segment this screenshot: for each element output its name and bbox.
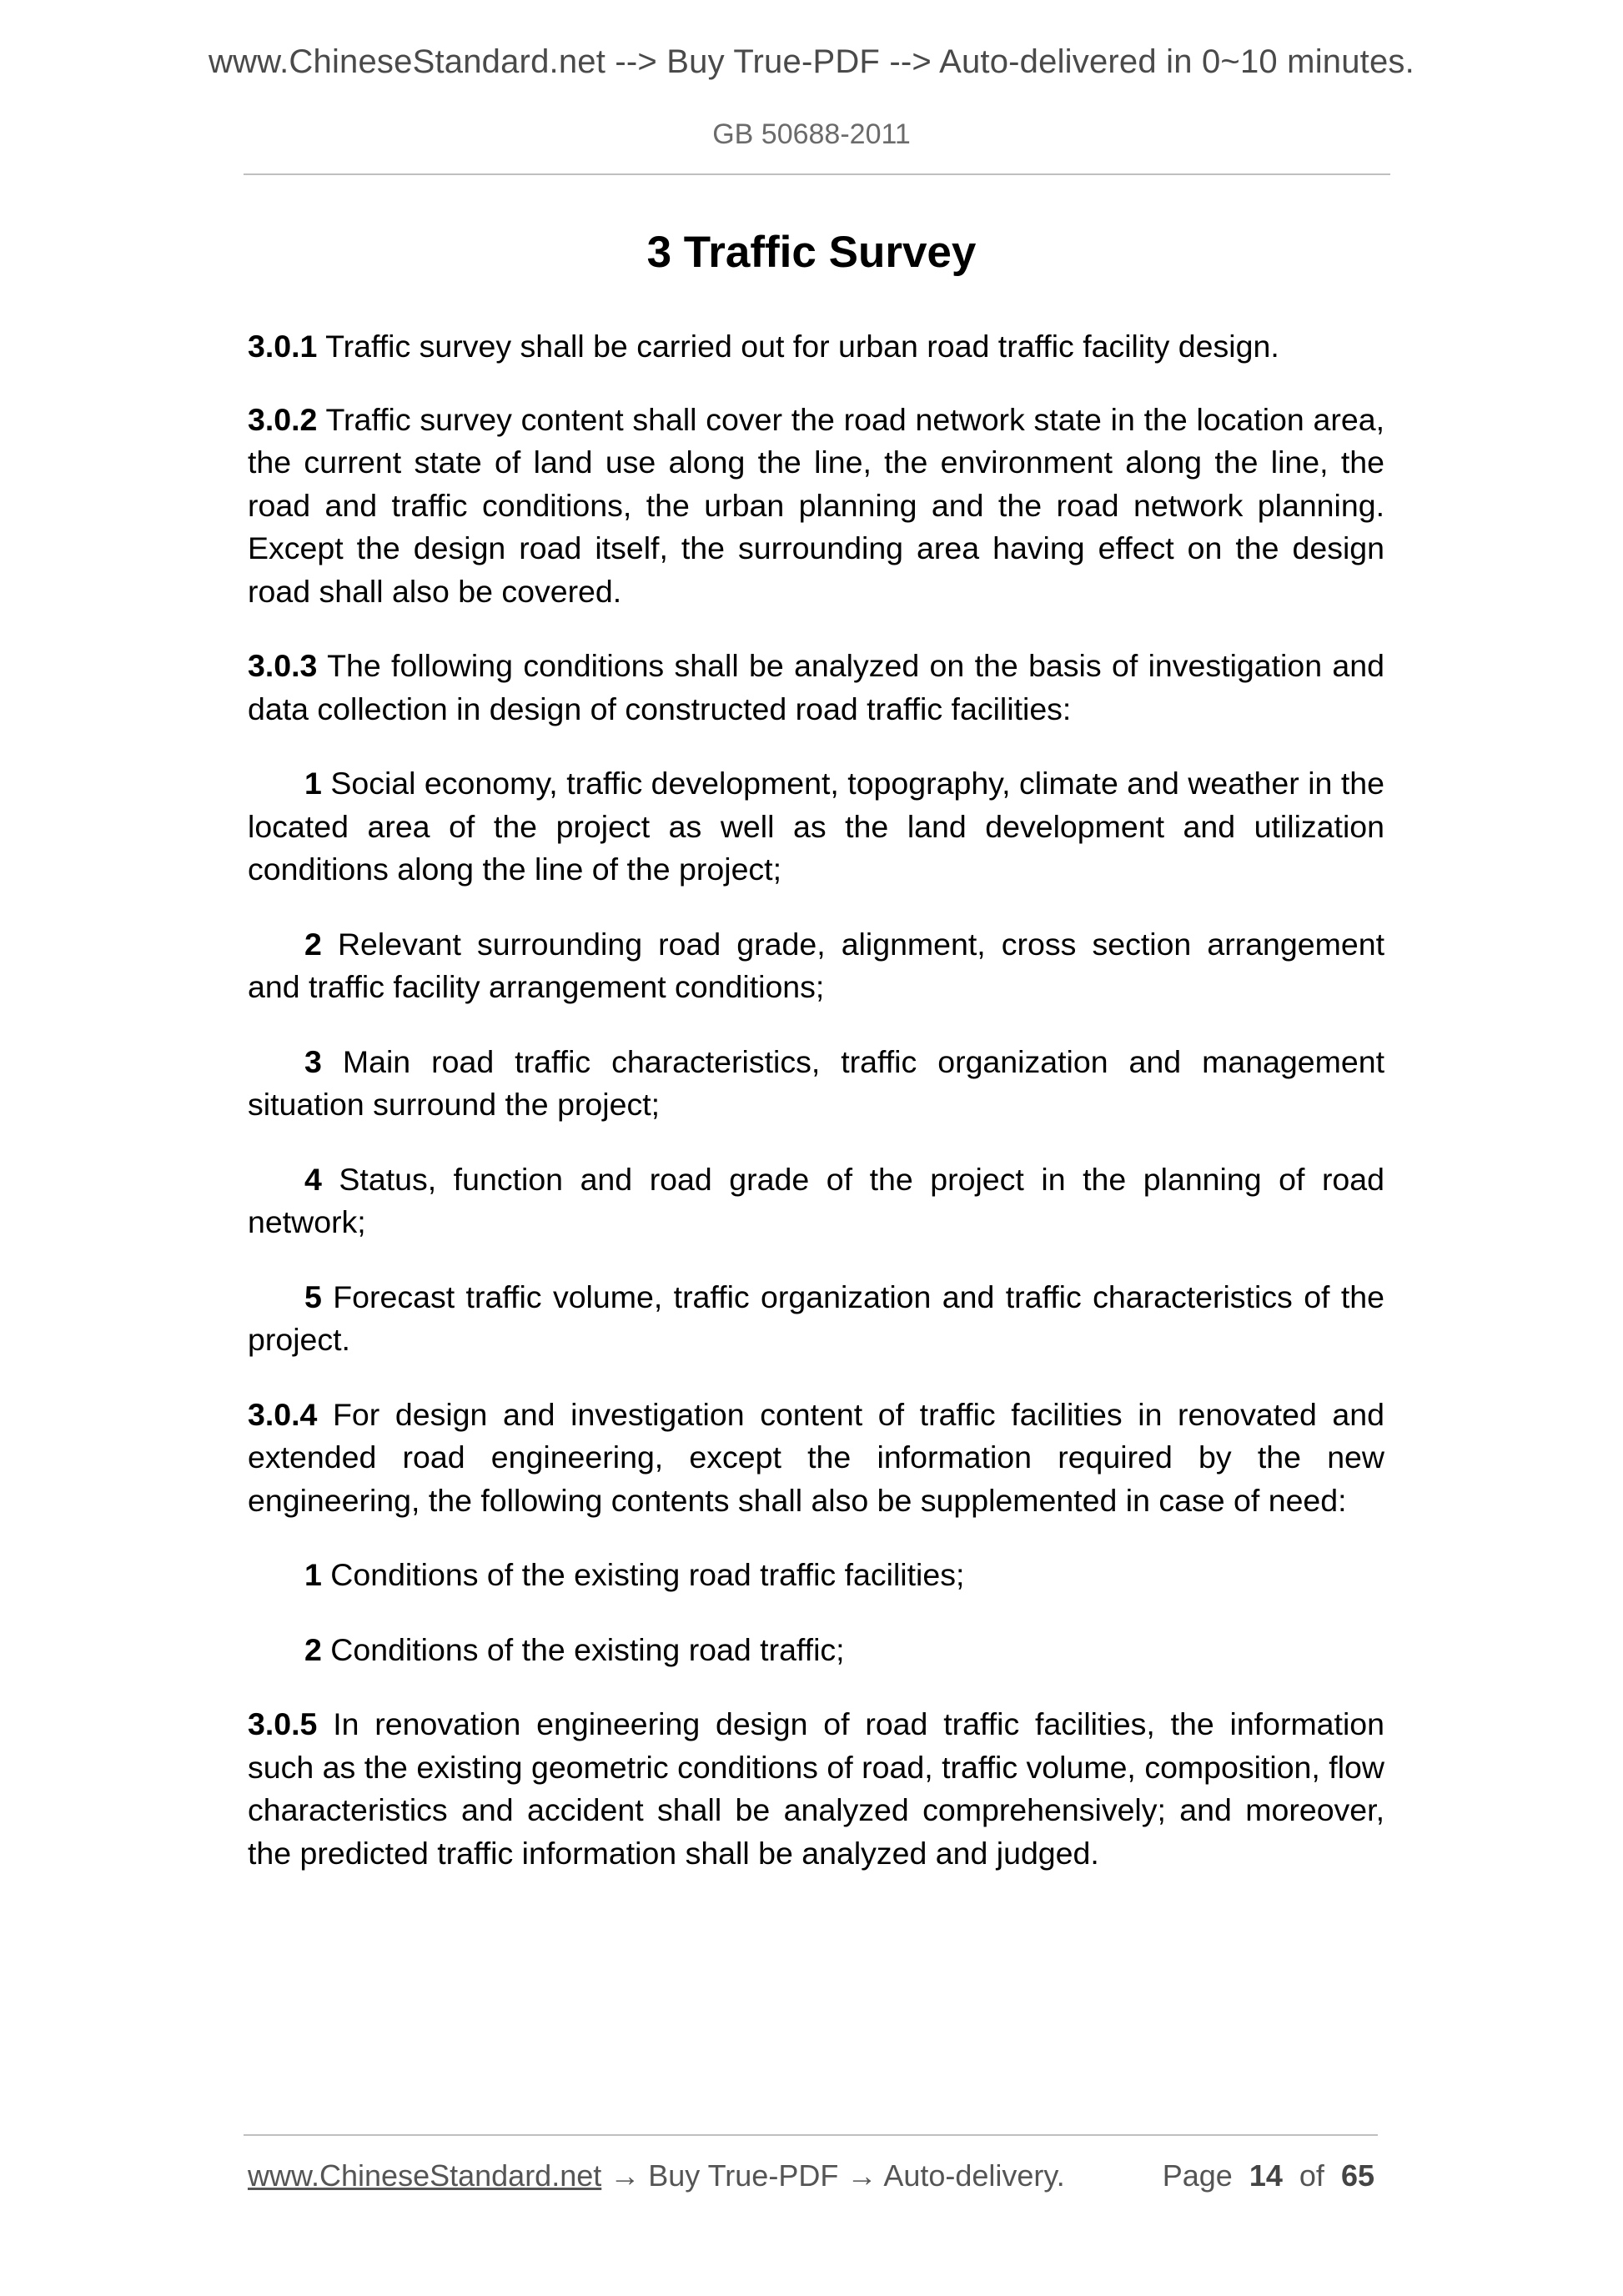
item-text: Conditions of the existing road traffic; xyxy=(321,1631,845,1667)
item-text: Status, function and road grade of the project in the planning of road network; xyxy=(248,1161,1384,1239)
item-number: 5 xyxy=(304,1279,322,1314)
item-text: Relevant surrounding road grade, alignment, cross section arrangement and traffic facility arrangement conditions; xyxy=(248,926,1384,1004)
current-page-number: 14 xyxy=(1249,2158,1283,2193)
page-indicator xyxy=(1163,2158,1374,2193)
clause-3-0-2 xyxy=(248,399,1384,614)
clause-3-0-5 xyxy=(248,1703,1384,1875)
item-number: 3 xyxy=(304,1043,322,1079)
clause-text: Traffic survey shall be carried out for urban road traffic facility design. xyxy=(317,329,1279,364)
clause-number: 3.0.1 xyxy=(248,329,318,364)
clause-text: For design and investigation content of traffic facilities in renovated and extended road engineering, except the information required by the new engineering, the following contents shall also be supplemented in case of need: xyxy=(248,1396,1384,1518)
clause-number: 3.0.2 xyxy=(248,401,318,437)
item-number: 2 xyxy=(304,926,322,962)
clause-number: 3.0.3 xyxy=(248,648,318,683)
clause-text: The following conditions shall be analyzed on the basis of investigation and data collection in design of constructed road traffic facilities: xyxy=(248,648,1384,726)
list-item xyxy=(248,923,1384,1009)
list-item xyxy=(248,762,1384,892)
page-label: Page xyxy=(1162,2158,1233,2193)
list-item xyxy=(248,1629,1384,1672)
total-pages-number: 65 xyxy=(1340,2158,1374,2193)
document-code: GB 50688-2011 xyxy=(712,118,911,150)
clause-3-0-1 xyxy=(248,325,1384,369)
clause-text: In renovation engineering design of road traffic facilities, the information such as the existing geometric conditions of road, traffic volume, composition, flow characteristics and accident shall be analyzed comprehensively; and moreover, the predicted traffic information shall be analyzed and judged. xyxy=(248,1706,1384,1871)
header-divider xyxy=(244,173,1390,175)
item-text: Forecast traffic volume, traffic organization and traffic characteristics of the project. xyxy=(248,1279,1384,1357)
item-text: Main road traffic characteristics, traffic organization and management situation surround the project; xyxy=(248,1043,1384,1122)
clause-text: Traffic survey content shall cover the road network state in the location area, the current state of land use along the line, the environment along the line, the road and traffic conditions, the urban planning and the road network planning. Except the design road itself, the surrounding area having effect on the design road shall also be covered. xyxy=(248,401,1384,609)
footer-promo xyxy=(248,2158,1065,2193)
clause-3-0-4 xyxy=(248,1394,1384,1523)
section-title: 3 Traffic Survey xyxy=(646,228,977,277)
clause-number: 3.0.4 xyxy=(248,1396,318,1432)
footer-site-link[interactable]: www.ChineseStandard.net xyxy=(248,2158,602,2193)
item-number: 1 xyxy=(304,1557,322,1592)
footer-divider xyxy=(244,2134,1378,2136)
item-number: 1 xyxy=(304,766,322,801)
item-text: Conditions of the existing road traffic facilities; xyxy=(321,1557,965,1592)
clause-3-0-3 xyxy=(248,645,1384,731)
section-content xyxy=(248,325,1384,1907)
top-banner: www.ChineseStandard.net --> Buy True-PDF --> Auto-delivered in 0~10 minutes. xyxy=(209,43,1414,80)
footer-tagline: → Buy True-PDF → Auto-delivery. xyxy=(601,2158,1065,2193)
item-number: 4 xyxy=(304,1161,322,1197)
list-item xyxy=(248,1158,1384,1244)
list-item xyxy=(248,1276,1384,1362)
clause-number: 3.0.5 xyxy=(248,1706,318,1741)
item-text: Social economy, traffic development, topography, climate and weather in the located area of the project as well as the land development and utilization conditions along the line of the project; xyxy=(248,766,1384,887)
item-number: 2 xyxy=(304,1631,322,1667)
of-label: of xyxy=(1299,2158,1324,2193)
list-item xyxy=(248,1041,1384,1127)
list-item xyxy=(248,1554,1384,1597)
